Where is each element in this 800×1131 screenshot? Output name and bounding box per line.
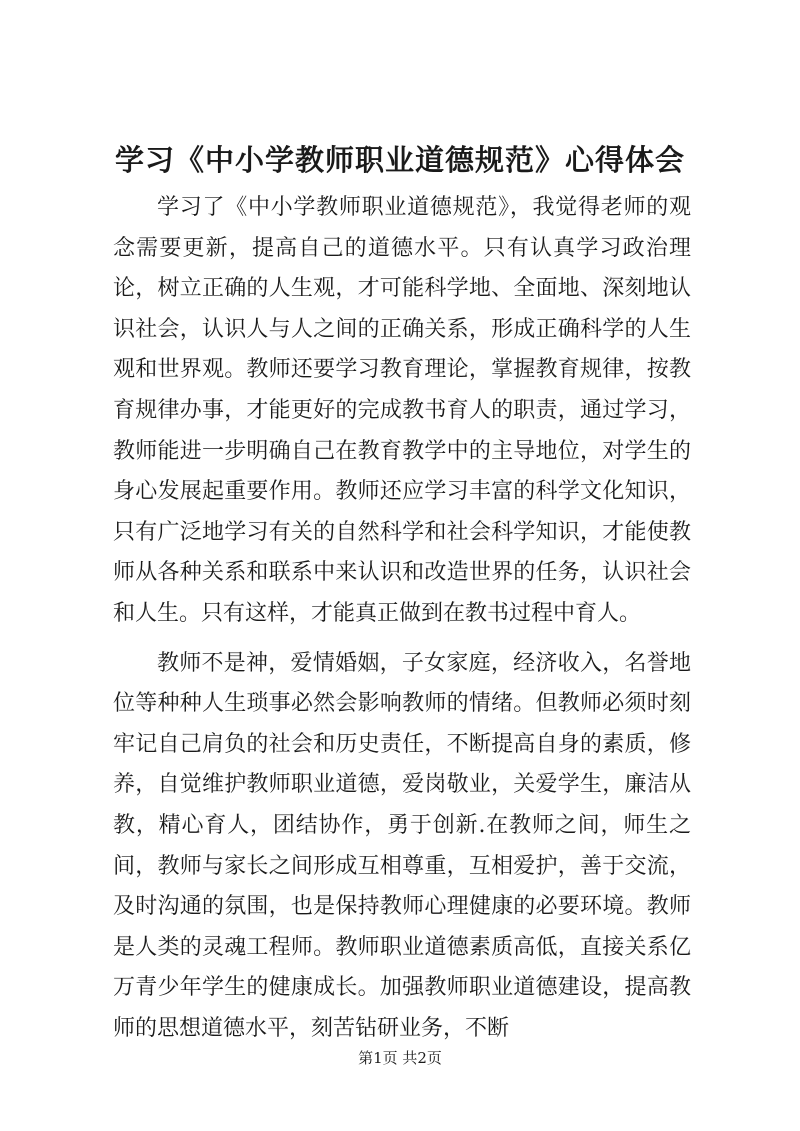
paragraph-2: 教师不是神，爱情婚姻，子女家庭，经济收入，名誉地位等种种人生琐事必然会影响教师的情绪。但教师必须时刻牢记自己肩负的社会和历史责任，不断提高自身的素质，修养，自觉维护教师职业道德，爱岗敬业，关爱学生，廉洁从教，精心育人，团结协作，勇于创新.在教师之间，师生之间，教师与家长之间形成互相尊重，互相爱护，善于交流，及时沟通的氛围，也是保持教师心理健康的必要环境。教师是人类的灵魂工程师。教师职业道德素质高低，直接关系亿万青少年学生的健康成长。加强教师职业道德建设，提高教师的思想道德水平，刻苦钻研业务，不断 [113,650,691,1041]
document-body [113,188,691,1049]
document-title: 学习《中小学教师职业道德规范》心得体会 [114,143,685,177]
paragraph-1: 学习了《中小学教师职业道德规范》，我觉得老师的观念需要更新，提高自己的道德水平。只有认真学习政治理论，树立正确的人生观，才可能科学地、全面地、深刻地认识社会，认识人与人之间的正确关系，形成正确科学的人生观和世界观。教师还要学习教育理论，掌握教育规律，按教育规律办事，才能更好的完成教书育人的职责，通过学习，教师能进一步明确自己在教育教学中的主导地位，对学生的身心发展起重要作用。教师还应学习丰富的科学文化知识，只有广泛地学习有关的自然科学和社会科学知识，才能使教师从各种关系和联系中来认识和改造世界的任务，认识社会和人生。只有这样，才能真正做到在教书过程中育人。 [113,195,691,626]
page-footer: 第1页 共2页 [358,1049,442,1067]
